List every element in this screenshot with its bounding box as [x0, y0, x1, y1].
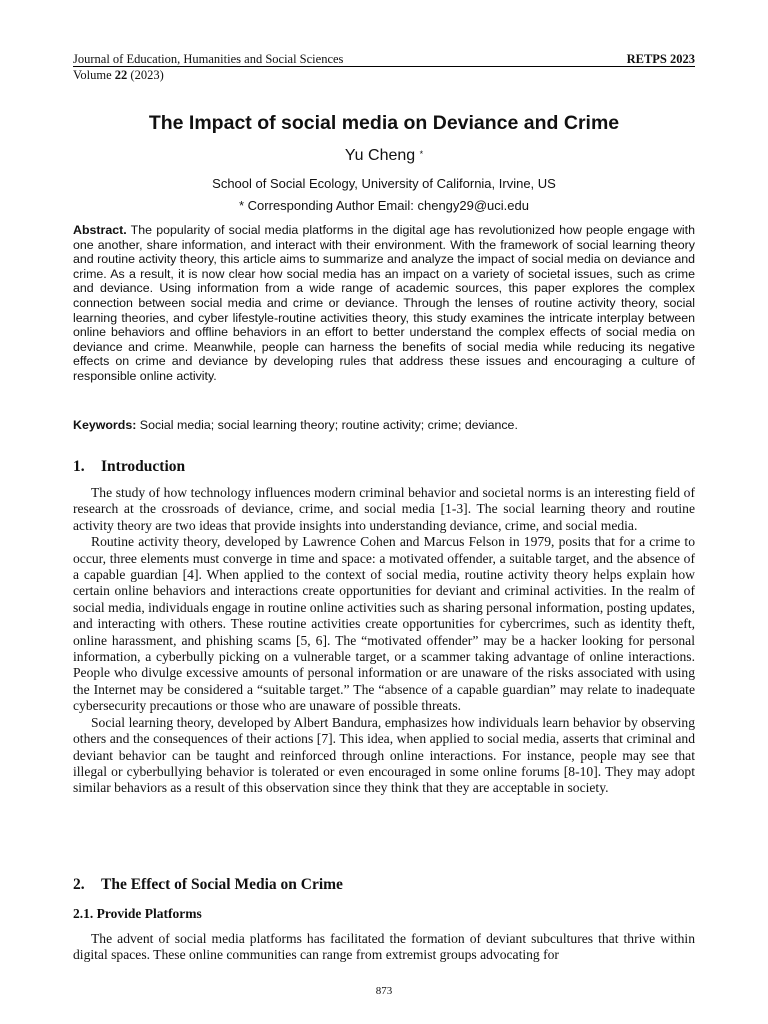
author-mark: *	[419, 149, 424, 159]
keywords-label: Keywords:	[73, 418, 137, 432]
paragraph: The advent of social media platforms has facilitated the formation of deviant subcultures that thrive within digital spaces. These online communities can range from extremist groups advocating for	[73, 931, 695, 963]
section-2-body	[73, 931, 695, 964]
abstract	[73, 223, 695, 384]
abstract-text: The popularity of social media platforms in the digital age has revolutionized how people engage with one another, share information, and interact with their environment. With the framework of social learning theory and routine activity theory, this article aims to summarize and analyze the impact of social media on deviance and crime. As a result, it is now clear how social media has an impact on a variety of societal issues, such as crime and deviance. Using information from a wide range of academic sources, this paper explores the complex connection between social media and crime or deviance. Through the lenses of routine activity theory, social learning theories, and cyber lifestyle-routine activities theory, this study examines the intricate interplay between online behaviors and offline behaviors in an effort to better understand the complex effects of social media on deviance and crime. Meanwhile, people can harness the benefits of social media while reducing its negative effects on crime and deviance by developing rules that address these issues and encouraging a culture of responsible online activity.	[73, 223, 695, 383]
conference-label: RETPS 2023	[626, 52, 695, 66]
subsection-2-1-heading: 2.1. Provide Platforms	[73, 906, 202, 921]
journal-header	[73, 51, 343, 83]
paragraph: Social learning theory, developed by Albert Bandura, emphasizes how individuals learn behavior by observing others and the consequences of their actions [7]. This idea, when applied to social media, asserts that criminal and deviant behavior can be taught and reinforced through online interactions. For instance, people may see that illegal or cyberbullying behavior is tolerated or even encouraged in some online forums [8-10]. They may adopt similar behaviors as a result of this observation since they think that they are acceptable in society.	[73, 714, 695, 796]
corresponding-email: * Corresponding Author Email: chengy29@uci.edu	[239, 198, 529, 213]
paragraph: Routine activity theory, developed by Lawrence Cohen and Marcus Felson in 1979, posits that for a crime to occur, three elements must converge in time and space: a motivated offender, a suitable target, and the absence of a capable guardian [4]. When applied to the context of social media, routine activity theory helps explain how certain online behaviors and interactions create opportunities for deviant and criminal activities. In the realm of social media, individuals engage in routine online activities such as sharing personal information, posting updates, and interacting with others. These routine activities create opportunities for cybercrimes, such as identity theft, online harassment, and phishing scams [5, 6]. The “motivated offender” may be a hacker looking for personal information, a cyberbully picking on a vulnerable target, or a scammer taking advantage of online interactions. People who divulge excessive amounts of personal information or are unaware of the risks associated with using the Internet may be considered a “suitable target.” The “absence of a capable guardian” may relate to inadequate cybersecurity precautions or those who are unaware of possible threats.	[73, 534, 695, 714]
volume-line: Volume 22 (2023)	[73, 68, 164, 82]
abstract-label: Abstract.	[73, 223, 127, 237]
journal-name: Journal of Education, Humanities and Social Sciences	[73, 52, 344, 66]
paper-title: The Impact of social media on Deviance and Crime	[148, 112, 620, 134]
author-name: Yu Cheng	[344, 147, 416, 164]
paragraph: The study of how technology influences modern criminal behavior and societal norms is an interesting field of research at the crossroads of deviance, crime, and social media [1-3]. The social learning theory and routine activity theory are two ideas that provide insights into understanding deviance, crime, and social media.	[73, 485, 695, 533]
page-number: 873	[375, 985, 393, 997]
keywords-text: Social media; social learning theory; routine activity; crime; deviance.	[136, 418, 518, 432]
volume-number: 22	[114, 68, 128, 82]
keywords	[73, 418, 695, 433]
header-rule	[73, 66, 695, 67]
affiliation: School of Social Ecology, University of California, Irvine, US	[212, 176, 556, 191]
author-line	[0, 146, 768, 166]
section-1-body	[73, 485, 695, 797]
section-2-heading: 2. The Effect of Social Media on Crime	[73, 876, 343, 893]
section-1-heading: 1. Introduction	[73, 458, 186, 475]
